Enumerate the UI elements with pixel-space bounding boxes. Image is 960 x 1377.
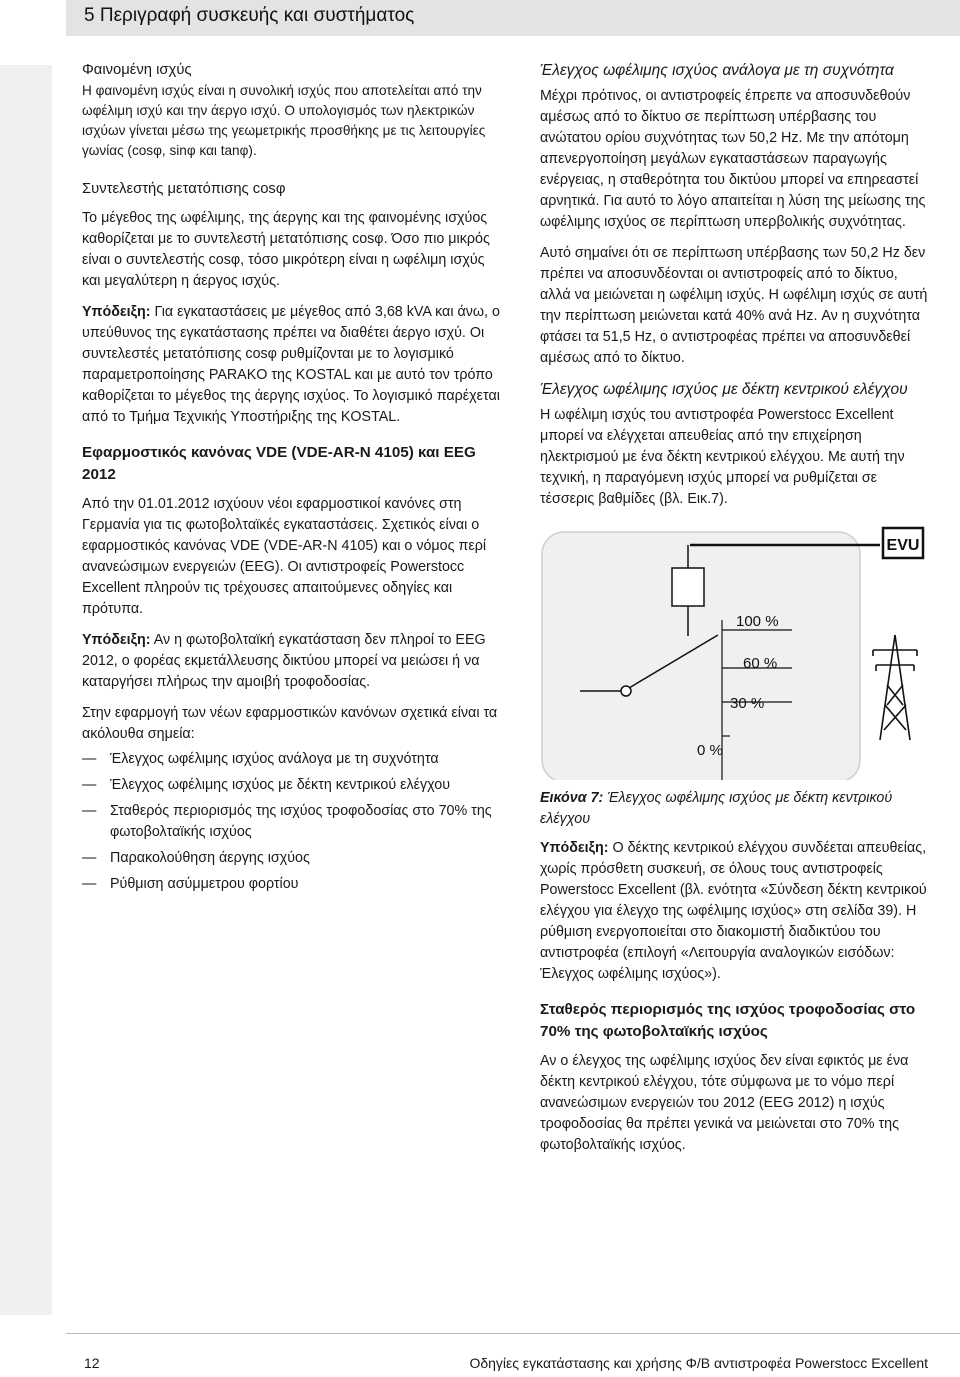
footer-text: Οδηγίες εγκατάστασης και χρήσης Φ/Β αντιστροφέα Powerstocc Excellent — [469, 1355, 928, 1371]
vde-text: Από την 01.01.2012 ισχύουν νέοι εφαρμοστικοί κανόνες στη Γερμανία για τις φωτοβολταϊκές εγκαταστάσεις. Σχετικός είναι ο εφαρμοστικός κανόνας VDE (VDE-AR-N 4105) και ο νόμος περί ανανεώσιμων ενεργειών (EEG). Οι αντιστροφείς Powerstocc Excellent πληρούν τις τρέχουσες απαιτούμενες οδηγίες και πρότυπα. — [82, 496, 487, 617]
cos-phi-text: Το μέγεθος της ωφέλιμης, της άεργης και της φαινομένης ισχύος καθορίζεται με το συντελεστή μετατόπισης cosφ. Όσο πιο μικρός είναι ο συντελεστής cosφ, τόσο μικρότερη είναι η ωφέλιμη ισχύς και μεγαλύτερη η άεργος ισχύς. — [82, 210, 490, 289]
figure-ripple-receiver — [540, 520, 930, 780]
vde-heading: Εφαρμοστικός κανόνας VDE (VDE-AR-N 4105) και EEG 2012 — [82, 444, 476, 483]
power-pylon-icon — [873, 635, 917, 740]
note-text: Ο δέκτης κεντρικού ελέγχου συνδέεται απευθείας, χωρίς πρόσθετη συσκευή, σε όλους τους αντιστροφείς Powerstocc Excellent (βλ. ενότητα «Σύνδεση δέκτη κεντρικού ελέγχου για έλεγχο της ωφέλιμης ισχύος» στη σελίδα 39). Η ρύθμιση ενεργοποιείται στο διακομιστή διαδικτύου του αντιστροφέα (επιλογή «Λειτουργία αναλογικών εισόδων: Έλεγχος ωφέλιμης ισχύος»). — [540, 840, 927, 982]
dash-mark: — — [82, 777, 97, 793]
dash-mark: — — [82, 751, 97, 767]
step-label-0: 0 % — [697, 742, 723, 759]
cos-phi-heading: Συντελεστής μετατόπισης cosφ — [82, 181, 286, 197]
apparent-power-text: Η φαινομένη ισχύς είναι η συνολική ισχύς που αποτελείται από την ωφέλιμη ισχύ και την άεργο ισχύ. Ο υπολογισμός των ηλεκτρικών ισχύων γίνεται μέσω της γεωμετρικής προσθήκης με τις λειτουργίες γωνίας (cosφ, sinφ και tanφ). — [82, 83, 486, 158]
freq-control-heading: Έλεγχος ωφέλιμης ισχύος ανάλογα με τη συχνότητα — [540, 62, 894, 79]
caption-text: Έλεγχος ωφέλιμης ισχύος με δέκτη κεντρικού ελέγχου — [540, 790, 893, 827]
evu-label: EVU — [886, 537, 920, 554]
right-column — [540, 60, 930, 1166]
side-strip — [0, 65, 52, 1315]
dash-mark: — — [82, 876, 97, 892]
list-item: — Παρακολούθηση άεργης ισχύος — [82, 848, 500, 869]
list-item: — Έλεγχος ωφέλιμης ισχύος ανάλογα με τη συχνότητα — [82, 749, 500, 770]
step-label-100: 100 % — [736, 613, 779, 630]
figure-caption — [540, 788, 930, 830]
note-ripple-receiver — [540, 838, 930, 985]
step-label-30: 30 % — [730, 695, 765, 712]
fixed-limit-heading: Σταθερός περιορισμός της ισχύος τροφοδοσίας στο 70% της φωτοβολταϊκής ισχύος — [540, 1001, 916, 1040]
apparent-power-heading: Φαινομένη ισχύς — [82, 62, 192, 78]
ripple-receiver-diagram — [540, 520, 930, 780]
list-item: — Ρύθμιση ασύμμετρου φορτίου — [82, 874, 500, 895]
dash-mark: — — [82, 803, 97, 819]
caption-label: Εικόνα 7: — [540, 790, 604, 806]
freq-control-text-1: Μέχρι πρότινος, οι αντιστροφείς έπρεπε να αποσυνδεθούν αμέσως από το δίκτυο σε περίπτωση υπέρβασης του ανώτατου ορίου συχνότητας των 50,2 Hz. Με την απότομη απενεργοποίηση μεγάλων εγκαταστάσεων παραγωγής ενέργειας, η σταθερότητα του δικτύου μπορεί να επηρεαστεί αρνητικά. Για αυτό το λόγο απαιτείται η λύση της μείωσης της ωφέλιμης ισχύος σε περίπτωση υπερβολικής συχνότητας. — [540, 88, 926, 230]
note-label: Υπόδειξη: — [82, 632, 151, 648]
step-label-60: 60 % — [743, 655, 778, 672]
note-eeg — [82, 630, 500, 693]
left-column — [82, 60, 500, 900]
relay-box — [672, 568, 704, 606]
list-intro: Στην εφαρμογή των νέων εφαρμοστικών κανόνων σχετικά είναι τα ακόλουθα σημεία: — [82, 705, 498, 742]
list-item: — Σταθερός περιορισμός της ισχύος τροφοδοσίας στο 70% της φωτοβολταϊκής ισχύος — [82, 803, 492, 840]
list-item: — Έλεγχος ωφέλιμης ισχύος με δέκτη κεντρικού ελέγχου — [82, 775, 500, 796]
note-text: Για εγκαταστάσεις με μέγεθος από 3,68 kVA και άνω, ο υπεύθυνος της εγκατάστασης πρέπει να διαθέτει άεργο ισχύ. Οι συντελεστές μετατόπισης cosφ ρυθμίζονται με το λογισμικό παραμετροποίησης PARAKO της KOSTAL και με αυτό τον τρόπο καθορίζεται το μέγεθος της άεργης ισχύος. Το λογισμικό παρέχεται από το Τμήμα Τεχνικής Υποστήριξης της KOSTAL. — [82, 304, 500, 425]
ripple-control-text: Η ωφέλιμη ισχύς του αντιστροφέα Powerstocc Excellent μπορεί να ελέγχεται απευθείας από την επιχείρηση ηλεκτρισμού με ένα δέκτη κεντρικού ελέγχου. Με αυτή την τεχνική, η παραγόμενη ισχύς μπορεί να ρυθμίζεται σε τέσσερις βαθμίδες (βλ. Εικ.7). — [540, 407, 905, 507]
footer-divider — [66, 1333, 960, 1334]
note-reactive-power — [82, 302, 500, 428]
page-number: 12 — [84, 1355, 100, 1371]
note-text: Αν η φωτοβολταϊκή εγκατάσταση δεν πληροί το EEG 2012, ο φορέας εκμετάλλευσης δικτύου μπορεί να μειώσει ή να καταργήσει πλήρως την αμοιβή τροφοδοσίας. — [82, 632, 486, 690]
freq-control-text-2: Αυτό σημαίνει ότι σε περίπτωση υπέρβασης των 50,2 Hz δεν πρέπει να αποσυνδέονται οι αντιστροφείς από το δίκτυο, αλλά να μειώνεται η ωφέλιμη ισχύς. Η ωφέλιμη ισχύς σε αυτή την περίπτωση μειώνεται κατά 40% ανά Hz. Αν η συχνότητα φτάσει τα 51,5 Hz, ο αντιστροφέας πρέπει να αποσυνδεθεί αμέσως από το δίκτυο. — [540, 245, 928, 366]
note-label: Υπόδειξη: — [82, 304, 151, 320]
ripple-control-heading: Έλεγχος ωφέλιμης ισχύος με δέκτη κεντρικού ελέγχου — [540, 381, 908, 398]
requirements-list — [82, 749, 500, 895]
note-label: Υπόδειξη: — [540, 840, 609, 856]
dash-mark: — — [82, 850, 97, 866]
fixed-limit-text: Αν ο έλεγχος της ωφέλιμης ισχύος δεν είναι εφικτός με ένα δέκτη κεντρικού ελέγχου, τότε σύμφωνα με το νόμο περί ανανεώσιμων ενεργειών του 2012 (EEG 2012) η ισχύς τροφοδοσίας θα πρέπει γενικά να μειώνεται στο 70% της φωτοβολταϊκής ισχύος. — [540, 1053, 909, 1153]
page-title: 5 Περιγραφή συσκευής και συστήματος — [84, 5, 415, 26]
